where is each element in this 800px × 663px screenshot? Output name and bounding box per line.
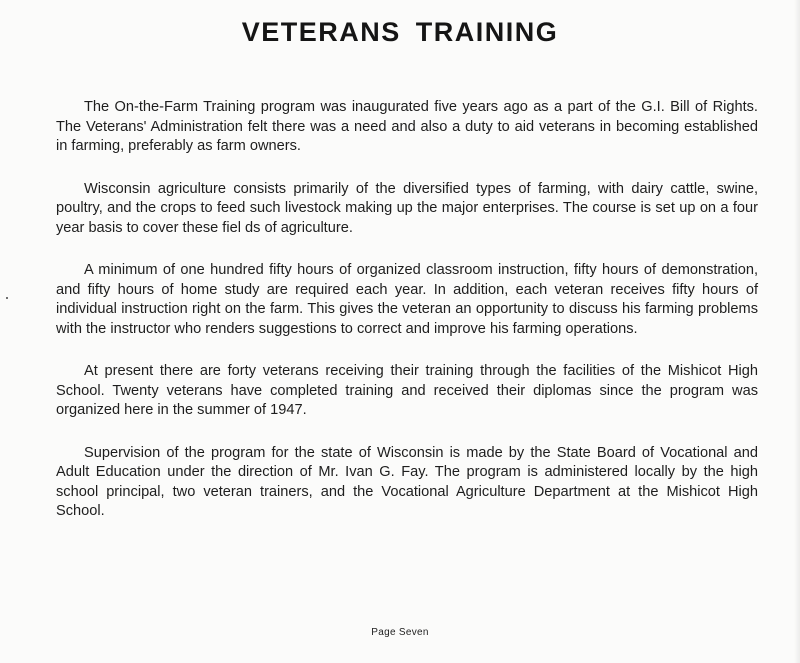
body-text <box>56 98 758 522</box>
paragraph-5: Supervision of the program for the state of Wisconsin is made by the State Board of Vocational and Adult Education under the direction of Mr. Ivan G. Fay. The program is administered locally by the high school principal, two veteran trainers, and the Vocational Agriculture Department at the Mishicot High School. <box>56 444 758 519</box>
paragraph-3: A minimum of one hundred fifty hours of organized classroom instruction, fifty hours of demonstration, and fifty hours of home study are required each year. In addition, each veteran receives fifty hours of individual instruction right on the farm. This gives the veteran an opportunity to discuss his farming problems with the instructor who renders suggestions to correct and improve his farming operations. <box>56 262 758 337</box>
page-number-footer: Page Seven <box>371 627 429 638</box>
paragraph-4: At present there are forty veterans receiving their training through the facilities of the Mishicot High School. Twenty veterans have completed training and received their diplomas since the program was organized here in the summer of 1947. <box>56 363 758 418</box>
page-edge-shadow <box>794 0 800 663</box>
margin-ink-speck <box>6 297 8 299</box>
paragraph-2: Wisconsin agriculture consists primarily of the diversified types of farming, with dairy cattle, swine, poultry, and the crops to feed such livestock making up the major enterprises. The course is set up on a four year basis to cover these fiel ds of agriculture. <box>56 180 758 236</box>
paragraph-1: The On-the-Farm Training program was inaugurated five years ago as a part of the G.I. Bill of Rights. The Veterans' Administration felt there was a need and also a duty to aid veterans in becoming established in farming, preferably as farm owners. <box>56 99 758 154</box>
page-title: VETERANS TRAINING <box>241 17 559 47</box>
